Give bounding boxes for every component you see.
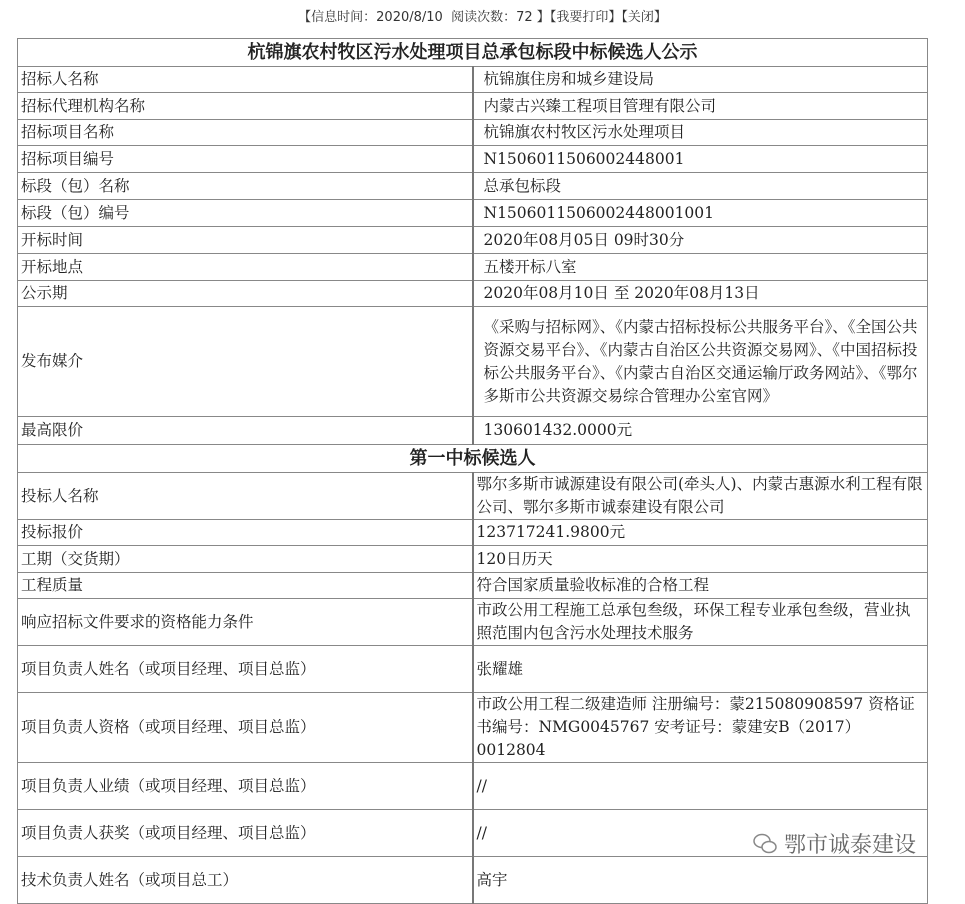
table-row (18, 417, 928, 445)
table-row (18, 254, 928, 281)
row-label: 招标项目编号 (18, 146, 473, 173)
table-row (18, 546, 928, 573)
row-value: 高宇 (473, 857, 928, 904)
row-label: 投标人名称 (18, 473, 473, 520)
table-row (18, 646, 928, 693)
table-row (18, 573, 928, 599)
table-row (18, 520, 928, 546)
row-label: 开标地点 (18, 254, 473, 281)
table-row (18, 146, 928, 173)
info-date: 2020/8/10 (376, 10, 443, 25)
row-label: 工期（交货期） (18, 546, 473, 573)
table-row (18, 173, 928, 200)
reads-label: 阅读次数： (451, 10, 517, 25)
row-label: 发布媒介 (18, 307, 473, 417)
info-prefix: 【信息时间： (298, 10, 377, 25)
table-row (18, 281, 928, 307)
row-value: 符合国家质量验收标准的合格工程 (473, 573, 928, 599)
row-label: 工程质量 (18, 573, 473, 599)
row-value: 市政公用工程施工总承包叁级，环保工程专业承包叁级，营业执照范围内包含污水处理技术服务 (473, 599, 928, 646)
table-row (18, 200, 928, 227)
table-row (18, 93, 928, 120)
reads-count: 72 (516, 10, 533, 25)
table-row (18, 120, 928, 146)
row-label: 开标时间 (18, 227, 473, 254)
row-label: 最高限价 (18, 417, 473, 445)
row-label: 项目负责人业绩（或项目经理、项目总监） (18, 763, 473, 810)
close-link[interactable]: 【关闭】 (621, 10, 667, 25)
row-label: 技术负责人姓名（或项目总工） (18, 857, 473, 904)
wechat-icon (752, 831, 778, 857)
table-row (18, 763, 928, 810)
row-value: 内蒙古兴臻工程项目管理有限公司 (473, 93, 928, 120)
row-value: 张耀雄 (473, 646, 928, 693)
row-label: 招标代理机构名称 (18, 93, 473, 120)
print-link[interactable]: 【我要打印】 (549, 10, 622, 25)
row-value: 市政公用工程二级建造师 注册编号：蒙215080908597 资格证书编号：NMG0045767 安考证号：蒙建安B（2017）0012804 (473, 693, 928, 763)
page-title: 杭锦旗农村牧区污水处理项目总承包标段中标候选人公示 (18, 39, 928, 67)
row-value: 五楼开标八室 (473, 254, 928, 281)
table-row (18, 473, 928, 520)
row-value: 123717241.9800元 (473, 520, 928, 546)
announcement-table (17, 38, 928, 904)
row-value: // (473, 763, 928, 810)
row-label: 项目负责人资格（或项目经理、项目总监） (18, 693, 473, 763)
info-suffix: 】 (536, 10, 550, 25)
row-value: 鄂尔多斯市诚源建设有限公司(牵头人)、内蒙古惠源水利工程有限公司、鄂尔多斯市诚泰建设有限公司 (473, 473, 928, 520)
info-bar (0, 6, 965, 25)
row-label: 项目负责人姓名（或项目经理、项目总监） (18, 646, 473, 693)
row-value: N1506011506002448001001 (473, 200, 928, 227)
row-value: 2020年08月10日 至 2020年08月13日 (473, 281, 928, 307)
table-row (18, 693, 928, 763)
table-row (18, 227, 928, 254)
row-label: 招标人名称 (18, 67, 473, 93)
row-value: 2020年08月05日 09时30分 (473, 227, 928, 254)
row-value: N1506011506002448001 (473, 146, 928, 173)
row-label: 标段（包）名称 (18, 173, 473, 200)
watermark-text: 鄂市诚泰建设 (784, 833, 917, 858)
row-value: 120日历天 (473, 546, 928, 573)
row-value: 杭锦旗住房和城乡建设局 (473, 67, 928, 93)
row-value: 杭锦旗农村牧区污水处理项目 (473, 120, 928, 146)
row-value: // (473, 810, 928, 857)
table-row (18, 857, 928, 904)
row-value: 总承包标段 (473, 173, 928, 200)
row-label: 公示期 (18, 281, 473, 307)
table-row (18, 307, 928, 417)
table-row (18, 67, 928, 93)
section-heading: 第一中标候选人 (18, 445, 928, 473)
row-label: 响应招标文件要求的资格能力条件 (18, 599, 473, 646)
row-value: 130601432.0000元 (473, 417, 928, 445)
table-row (18, 599, 928, 646)
row-label: 投标报价 (18, 520, 473, 546)
row-label: 标段（包）编号 (18, 200, 473, 227)
row-value: 《采购与招标网》、《内蒙古招标投标公共服务平台》、《全国公共资源交易平台》、《内蒙古自治区公共资源交易网》、《中国招标投标公共服务平台》、《内蒙古自治区交通运输厅政务网站》、《鄂尔多斯市公共资源交易综合管理办公室官网》 (473, 307, 928, 417)
row-label: 招标项目名称 (18, 120, 473, 146)
watermark (752, 828, 916, 859)
row-label: 项目负责人获奖（或项目经理、项目总监） (18, 810, 473, 857)
